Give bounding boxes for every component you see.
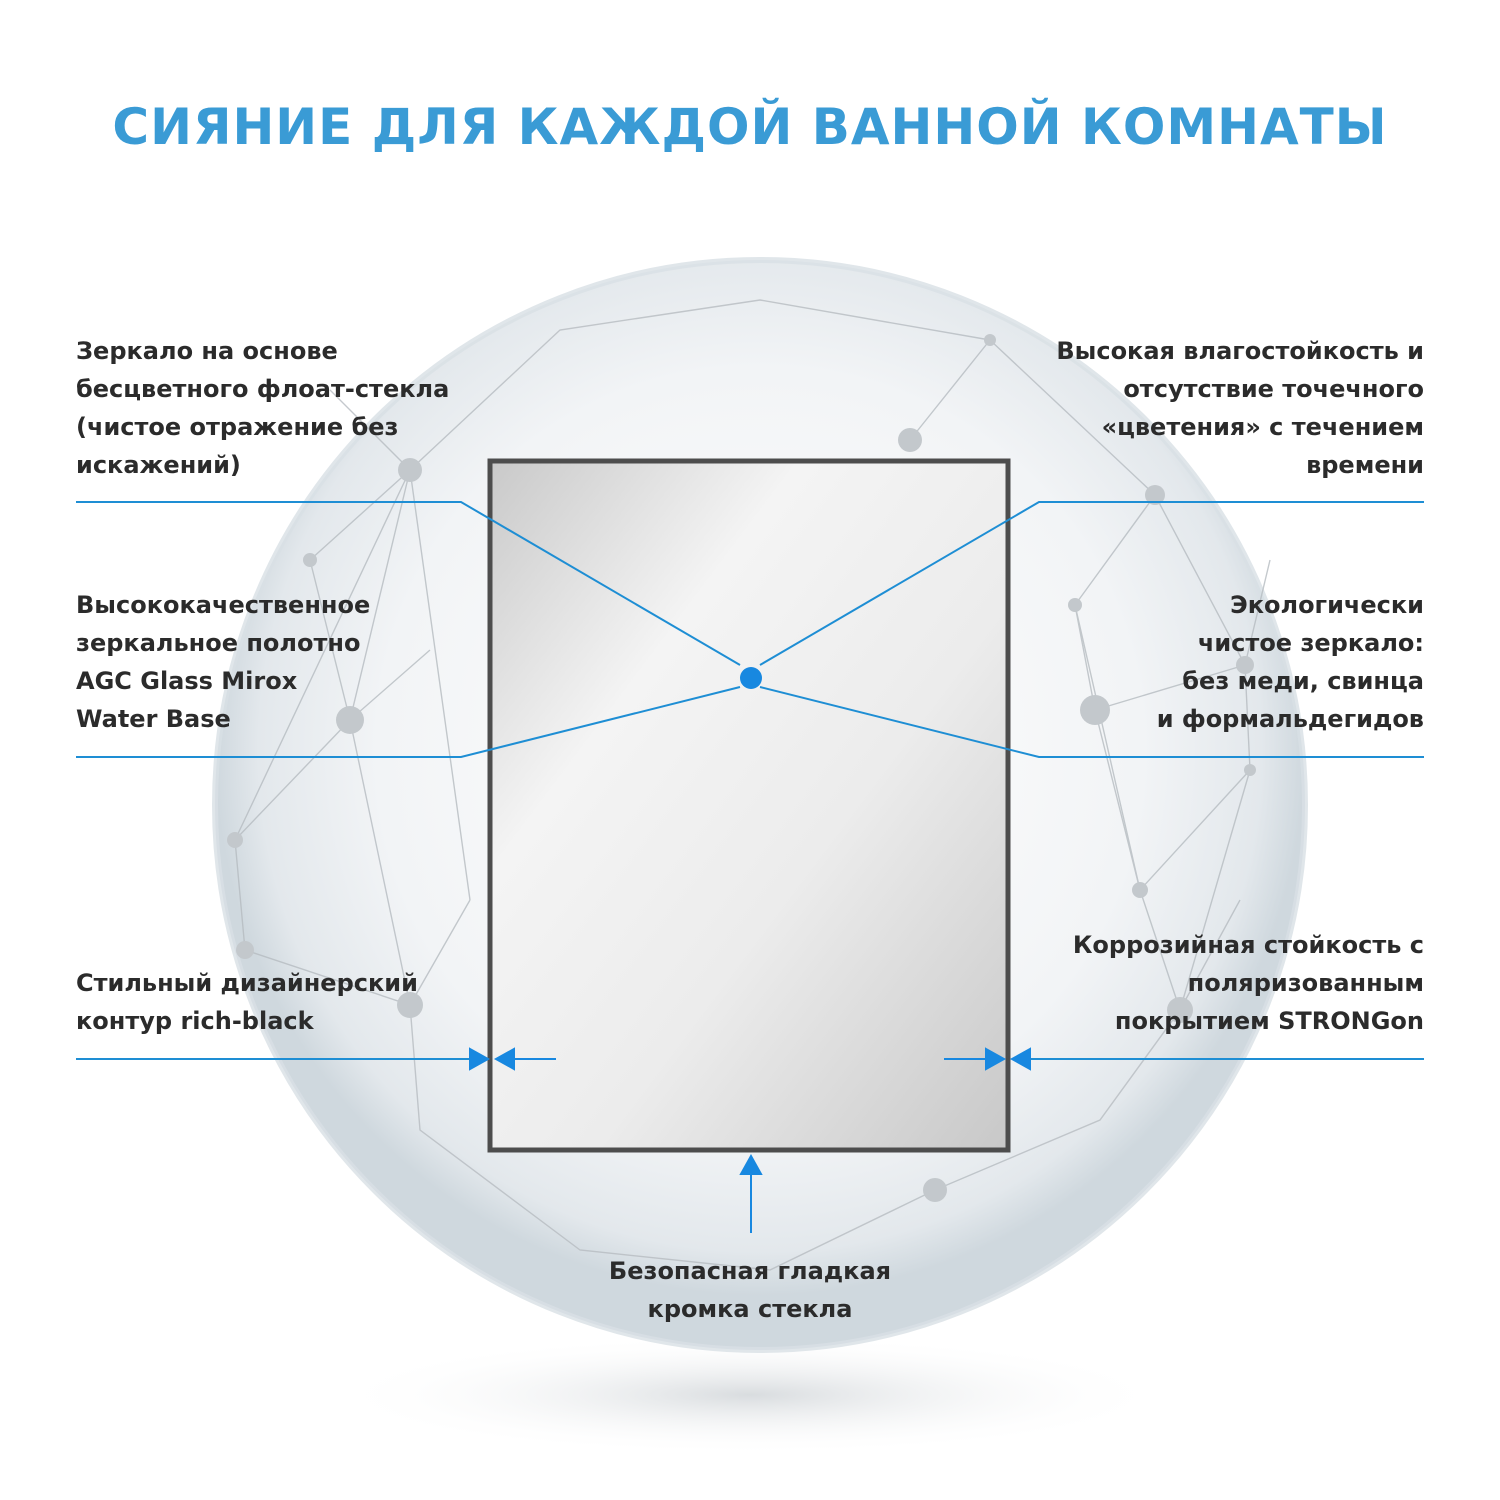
feature-agc-mirox: Высококачественное зеркальное полотно AGC Glass Mirox Water Base (76, 591, 371, 733)
feature-corrosion: Коррозийная стойкость с поляризованным покрытием STRONGon (1072, 931, 1424, 1035)
sphere-shadow (330, 1335, 1170, 1455)
dot-marker-icon (740, 667, 762, 689)
feature-moisture: Высокая влагостойкость и отсутствие точечного «цветения» с течением времени (1056, 337, 1424, 479)
feature-rich-black: Стильный дизайнерский контур rich-black (76, 969, 418, 1035)
feature-float-glass: Зеркало на основе бесцветного флоат-стекла (чистое отражение без искажений) (76, 337, 450, 479)
feature-eco: Экологически чистое зеркало: без меди, свинца и формальдегидов (1156, 591, 1424, 733)
page-title: СИЯНИЕ ДЛЯ КАЖДОЙ ВАННОЙ КОМНАТЫ (112, 98, 1388, 156)
feature-edge: Безопасная гладкая кромка стекла (608, 1257, 892, 1323)
